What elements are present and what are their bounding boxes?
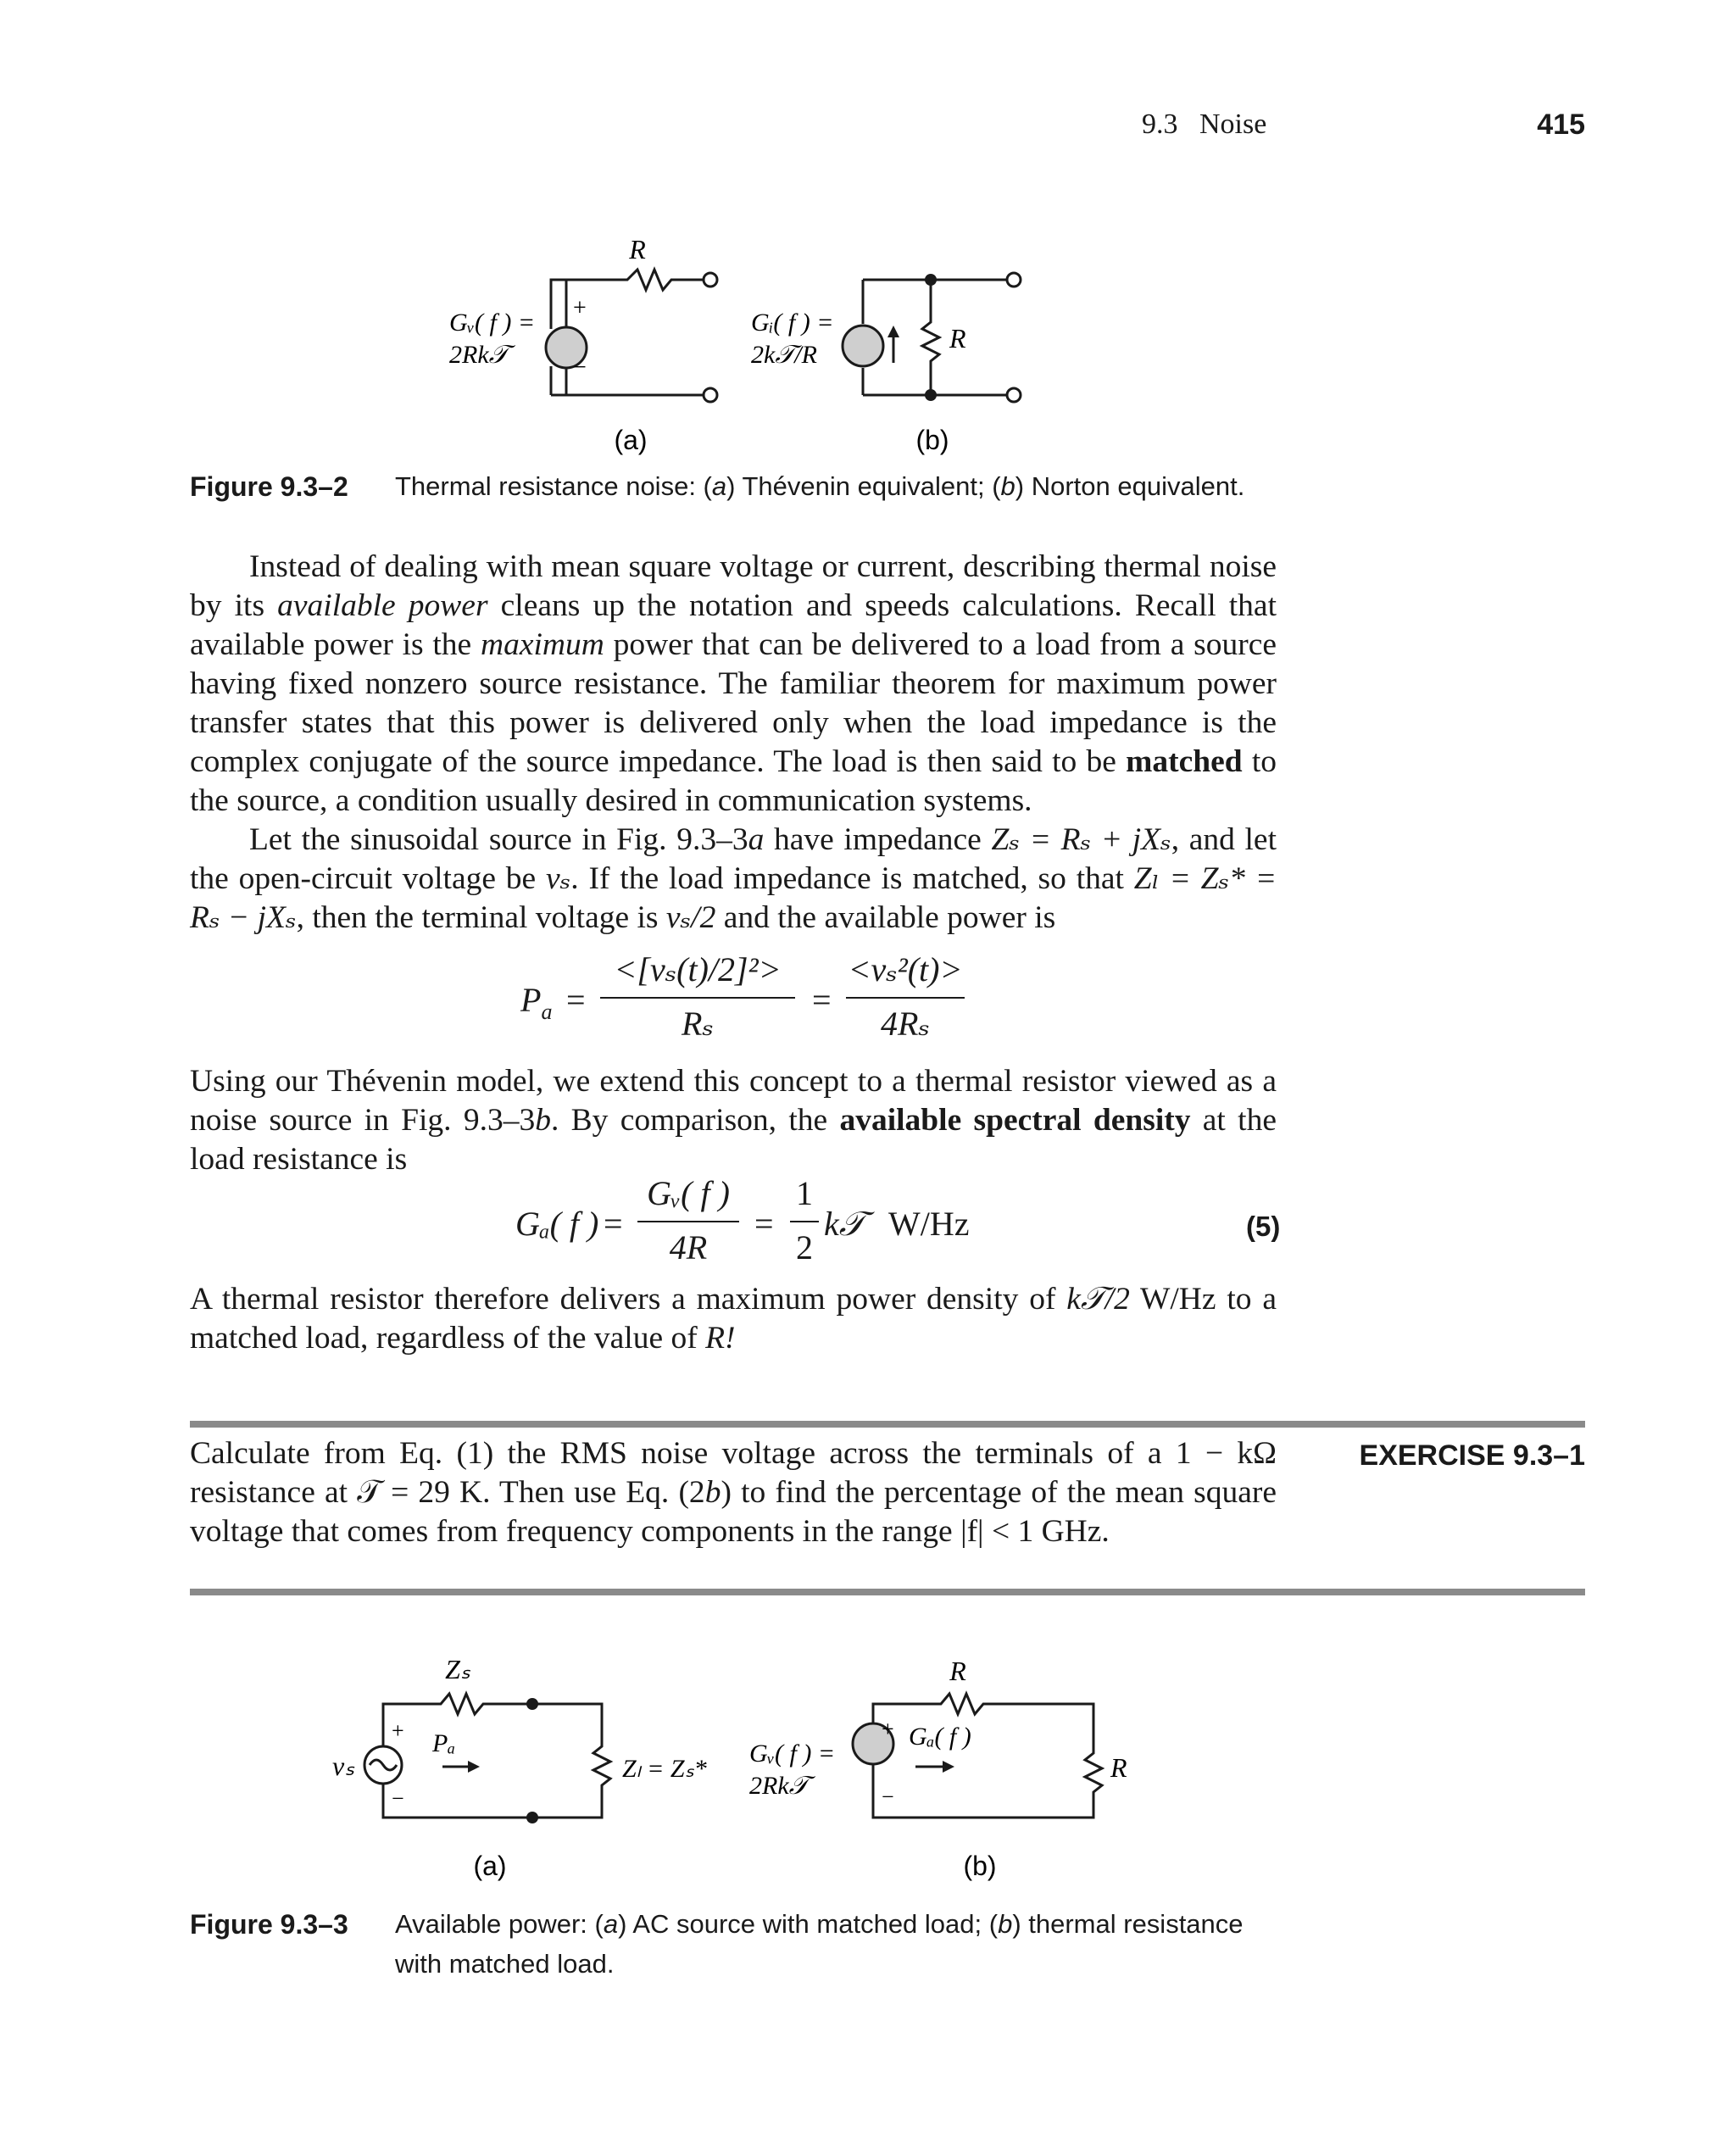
eq5-denominator-1: 4R xyxy=(669,1228,708,1267)
thevenin-minus-sign: − xyxy=(573,354,587,381)
circuit-b-ga-arrow-head xyxy=(943,1761,954,1773)
paragraph-2: Let the sinusoidal source in Fig. 9.3–3a have impedance Zₛ = Rₛ + jXₛ, and let the open-circuit voltage be vₛ. If the load impedance is matched, so that Zₗ = Zₛ* = Rₛ − jXₛ, then the terminal voltage is vₛ/2 and the available power is xyxy=(190,822,1277,935)
circuit-b-plus-sign: + xyxy=(882,1717,894,1741)
eq5-lhs: Gₐ( f ) xyxy=(515,1205,599,1243)
norton-resistor xyxy=(922,280,939,395)
circuit-a-node-top xyxy=(526,1698,538,1710)
body-paragraph-3 xyxy=(190,1062,1277,1179)
page-number: 415 xyxy=(1537,109,1585,141)
circuit-b-loop xyxy=(873,1694,1102,1818)
circuit-b-r-top-label: R xyxy=(949,1656,966,1686)
circuit-a-zl-label: Zₗ = Zₛ* xyxy=(622,1755,707,1783)
circuit-a-pa-arrow-head xyxy=(468,1761,480,1773)
figure-9-3-3-label: Figure 9.3–3 xyxy=(190,1909,348,1940)
figure-9-3-3-caption: Available power: (a) AC source with matched load; (b) thermal resistance with matched load. xyxy=(395,1909,1244,1979)
eq5-equals-2: = xyxy=(754,1205,774,1243)
circuit-a-pa-label: Pₐ xyxy=(432,1729,456,1757)
figure-9-3-2-sublabel-b: (b) xyxy=(915,425,949,455)
circuit-b-minus-sign: − xyxy=(882,1784,894,1809)
exercise-label: EXERCISE 9.3–1 xyxy=(1359,1439,1585,1472)
eq-pa-denominator-1: Rₛ xyxy=(682,1005,714,1043)
circuit-a-loop xyxy=(383,1694,610,1818)
exercise-top-rule xyxy=(190,1421,1585,1428)
paragraph-1: Instead of dealing with mean square voltage or current, describing thermal noise by its available power cleans up the notation and speeds calculations. Recall that available power is the maximum power that can be delivered to a load from a source having fixed nonzero source resistance. The familiar theorem for maximum power transfer states that this power is delivered only when the load impedance is the complex conjugate of the source impedance. The load is then said to be matched to the source, a condition usually desired in communication systems. xyxy=(190,549,1277,818)
figure-9-3-2-label: Figure 9.3–2 xyxy=(190,471,348,502)
exercise-text: Calculate from Eq. (1) the RMS noise voltage across the terminals of a 1 − kΩ resistance at 𝒯 = 29 K. Then use Eq. (2b) to find the percentage of the mean square voltage that comes from frequency components in the range |f| < 1 GHz. xyxy=(190,1436,1277,1549)
thevenin-resistor-label: R xyxy=(629,234,646,264)
figure-9-3-3-sublabel-b: (b) xyxy=(963,1851,997,1881)
eq-pa-numerator-2: <vₛ²(t)> xyxy=(848,950,963,988)
thevenin-terminal-bottom xyxy=(704,388,717,402)
section-title: Noise xyxy=(1199,109,1267,140)
circuit-b-r-right-label: R xyxy=(1110,1752,1127,1783)
eq-pa-equals-1: = xyxy=(566,981,586,1019)
norton-source-label-2: 2k𝒯/R xyxy=(751,341,817,369)
eq-pa-numerator-1: <[vₛ(t)/2]²> xyxy=(614,950,782,988)
eq5-fraction-bar-2 xyxy=(790,1221,819,1222)
eq5-tail: k𝒯 xyxy=(824,1205,865,1243)
circuit-a-plus-sign: + xyxy=(392,1718,404,1743)
circuit-a-minus-sign: − xyxy=(392,1786,404,1811)
body-paragraphs-1-2 xyxy=(190,548,1277,938)
eq5-denominator-2: 2 xyxy=(796,1228,813,1267)
thevenin-source-label-2: 2Rk𝒯 xyxy=(449,341,509,369)
equation-5 xyxy=(515,1174,1109,1272)
paragraph-4: A thermal resistor therefore delivers a maximum power density of k𝒯/2 W/Hz to a matched load, regardless of the value of R! xyxy=(190,1282,1277,1356)
eq5-numerator-1: Gᵥ( f ) xyxy=(647,1174,730,1212)
paragraph-3: Using our Thévenin model, we extend this concept to a thermal resistor viewed as a noise source in Fig. 9.3–3b. By comparison, the available spectral density at the load resistance is xyxy=(190,1064,1277,1177)
norton-node-bottom xyxy=(925,389,937,401)
figure-9-3-2-sublabel-a: (a) xyxy=(614,425,648,455)
eq5-unit: W/Hz xyxy=(888,1205,970,1243)
section-number: 9.3 xyxy=(1142,109,1178,140)
eq5-fraction-bar-1 xyxy=(637,1221,739,1222)
norton-terminal-bottom xyxy=(1007,388,1021,402)
eq-pa-denominator-2: 4Rₛ xyxy=(881,1005,930,1043)
norton-node-top xyxy=(925,274,937,286)
exercise-bottom-rule xyxy=(190,1589,1585,1595)
eq5-number: (5) xyxy=(1246,1211,1281,1242)
norton-resistor-label: R xyxy=(949,323,966,354)
body-paragraph-4 xyxy=(190,1280,1277,1358)
thevenin-source-label-1: Gᵥ( f ) = xyxy=(449,309,536,337)
eq5-equals-1: = xyxy=(604,1205,623,1243)
circuit-a-node-bottom xyxy=(526,1812,538,1823)
eq-pa-fraction-bar-2 xyxy=(846,997,965,999)
circuit-a-zs-label: Zₛ xyxy=(445,1654,470,1684)
eq-pa-lhs: $P_a$ xyxy=(520,981,553,1024)
thevenin-plus-sign: + xyxy=(573,295,587,321)
norton-source-label-1: Gᵢ( f ) = xyxy=(751,309,834,337)
circuit-b-source-label-2: 2Rk𝒯 xyxy=(749,1772,809,1800)
norton-terminal-top xyxy=(1007,273,1021,287)
eq-pa-fraction-bar-1 xyxy=(600,997,795,999)
circuit-b-source-label-1: Gᵥ( f ) = xyxy=(749,1740,836,1768)
figure-9-3-2-caption: Thermal resistance noise: (a) Thévenin equivalent; (b) Norton equivalent. xyxy=(395,471,1245,501)
figure-9-3-3-diagram xyxy=(0,1636,1736,1890)
norton-arrow-head xyxy=(887,326,899,337)
eq-pa-equals-2: = xyxy=(812,981,832,1019)
figure-9-3-2-diagram xyxy=(0,0,1736,475)
thevenin-terminal-top xyxy=(704,273,717,287)
figure-9-3-3-sublabel-a: (a) xyxy=(473,1851,507,1881)
norton-source xyxy=(843,326,883,366)
equation-available-power xyxy=(520,950,1114,1048)
circuit-b-ga-label: Gₐ( f ) xyxy=(909,1723,971,1751)
eq5-numerator-2: 1 xyxy=(796,1174,813,1212)
circuit-a-vs-label: vₛ xyxy=(332,1751,355,1781)
